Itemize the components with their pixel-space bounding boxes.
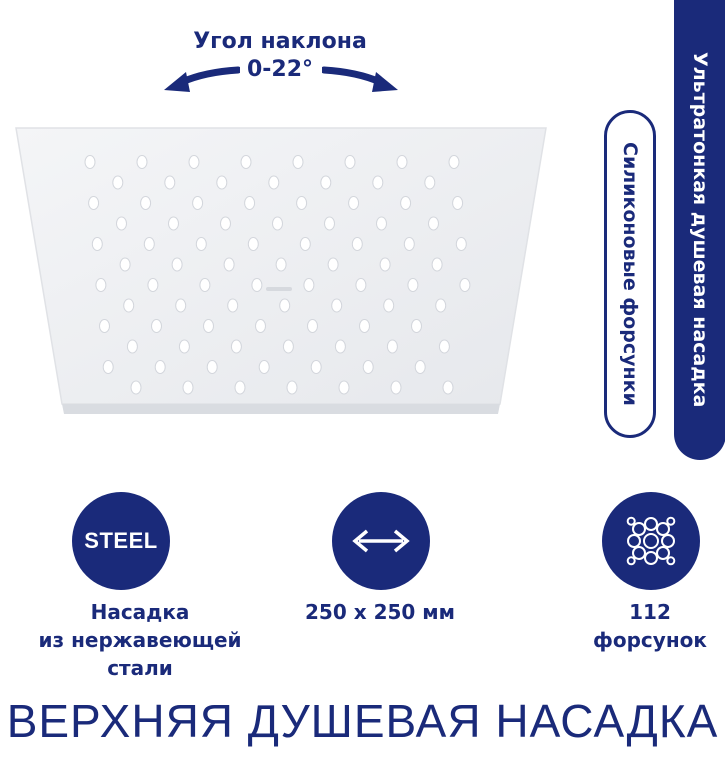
nozzle-hole [391, 381, 401, 394]
nozzle-hole [415, 361, 425, 374]
nozzle-hole [148, 279, 158, 292]
nozzle-hole [328, 258, 338, 271]
steel-caption-line-3: стали [107, 656, 173, 680]
nozzle-hole [256, 320, 266, 333]
nozzle-hole [384, 299, 394, 312]
nozzle-hole [196, 238, 206, 251]
nozzle-hole [85, 156, 95, 169]
nozzle-hole [377, 217, 387, 230]
nozzle-hole [443, 381, 453, 394]
nozzle-hole [231, 340, 241, 353]
tilt-left-arrow-icon [160, 62, 240, 96]
nozzle-hole [429, 217, 439, 230]
nozzle-hole [325, 217, 335, 230]
nozzle-hole [300, 238, 310, 251]
nozzle-hole [113, 176, 123, 189]
steel-caption-line-1: Насадка [90, 600, 190, 624]
nozzle-hole [287, 381, 297, 394]
steel-caption-line-2: из нержавеющей [38, 628, 242, 652]
nozzle-hole [176, 299, 186, 312]
nozzle-hole [152, 320, 162, 333]
double-arrow-icon [332, 492, 430, 590]
nozzle-hole [387, 340, 397, 353]
nozzle-hole [252, 279, 262, 292]
nozzle-hole [221, 217, 231, 230]
steel-icon [72, 492, 170, 590]
nozzle-hole [165, 176, 175, 189]
nozzle-hole [259, 361, 269, 374]
nozzles-count: 112 [629, 600, 671, 624]
nozzles-caption [560, 598, 725, 654]
nozzle-hole [360, 320, 370, 333]
nozzle-hole [345, 156, 355, 169]
nozzle-hole [456, 238, 466, 251]
nozzle-hole [155, 361, 165, 374]
nozzle-hole [380, 258, 390, 271]
nozzle-hole [335, 340, 345, 353]
tilt-right-arrow-icon [322, 62, 402, 96]
steel-icon-text: STEEL [84, 528, 158, 553]
nozzle-hole [217, 176, 227, 189]
nozzle-hole [397, 156, 407, 169]
size-caption [270, 598, 490, 626]
nozzle-hole [460, 279, 470, 292]
nozzle-hole [131, 381, 141, 394]
nozzle-hole [363, 361, 373, 374]
nozzle-hole [349, 197, 359, 210]
nozzles-label: форсунок [593, 628, 707, 652]
size-caption-line-1: 250 х 250 мм [305, 600, 455, 624]
nozzle-hole [241, 156, 251, 169]
nozzle-hole [311, 361, 321, 374]
double-arrow-glyph [349, 526, 413, 556]
nozzle-hole [332, 299, 342, 312]
nozzle-hole [269, 176, 279, 189]
nozzle-hole [204, 320, 214, 333]
nozzle-hole [436, 299, 446, 312]
nozzle-hole [304, 279, 314, 292]
nozzle-hole [96, 279, 106, 292]
silicone-nozzles-text: Силиконовые форсунки [619, 142, 641, 406]
nozzle-hole [297, 197, 307, 210]
nozzle-hole [141, 197, 151, 210]
brand-mark [266, 287, 292, 291]
nozzle-hole [235, 381, 245, 394]
nozzle-hole [356, 279, 366, 292]
product-title: ВЕРХНЯЯ ДУШЕВАЯ НАСАДКА [6, 695, 719, 747]
nozzle-hole [224, 258, 234, 271]
nozzle-hole [352, 238, 362, 251]
nozzle-hole [183, 381, 193, 394]
nozzle-hole [117, 217, 127, 230]
nozzle-hole [412, 320, 422, 333]
ultrathin-badge [674, 0, 725, 460]
nozzle-hole [207, 361, 217, 374]
nozzle-hole [189, 156, 199, 169]
nozzle-hole [228, 299, 238, 312]
nozzle-hole [172, 258, 182, 271]
tilt-angle-value: 0-22° [246, 57, 314, 82]
nozzle-hole [137, 156, 147, 169]
nozzle-hole [89, 197, 99, 210]
nozzles-glyph [619, 509, 683, 573]
nozzle-hole [425, 176, 435, 189]
ultrathin-text: Ультратонкая душевая насадка [689, 52, 711, 408]
nozzle-hole [280, 299, 290, 312]
nozzle-hole [408, 279, 418, 292]
nozzle-hole [100, 320, 110, 333]
nozzle-hole [439, 340, 449, 353]
nozzle-hole [120, 258, 130, 271]
nozzle-hole [179, 340, 189, 353]
nozzle-hole [401, 197, 411, 210]
nozzle-hole [144, 238, 154, 251]
nozzle-hole [276, 258, 286, 271]
silicone-nozzles-badge [604, 110, 656, 438]
tilt-angle-title: Угол наклона [193, 29, 367, 54]
nozzle-hole [193, 197, 203, 210]
nozzle-hole [339, 381, 349, 394]
nozzle-hole [103, 361, 113, 374]
nozzle-hole [169, 217, 179, 230]
nozzle-hole [273, 217, 283, 230]
nozzle-hole [283, 340, 293, 353]
nozzle-hole [127, 340, 137, 353]
nozzle-hole [404, 238, 414, 251]
nozzle-hole [449, 156, 459, 169]
nozzle-hole [245, 197, 255, 210]
nozzle-hole [321, 176, 331, 189]
nozzle-hole [432, 258, 442, 271]
steel-caption [30, 598, 250, 682]
nozzles-icon [602, 492, 700, 590]
nozzle-hole [124, 299, 134, 312]
nozzle-hole [293, 156, 303, 169]
nozzle-hole [200, 279, 210, 292]
nozzle-hole [373, 176, 383, 189]
nozzle-hole [453, 197, 463, 210]
shower-head-image [10, 122, 555, 434]
nozzle-hole [92, 238, 102, 251]
nozzle-hole [308, 320, 318, 333]
nozzle-hole [248, 238, 258, 251]
